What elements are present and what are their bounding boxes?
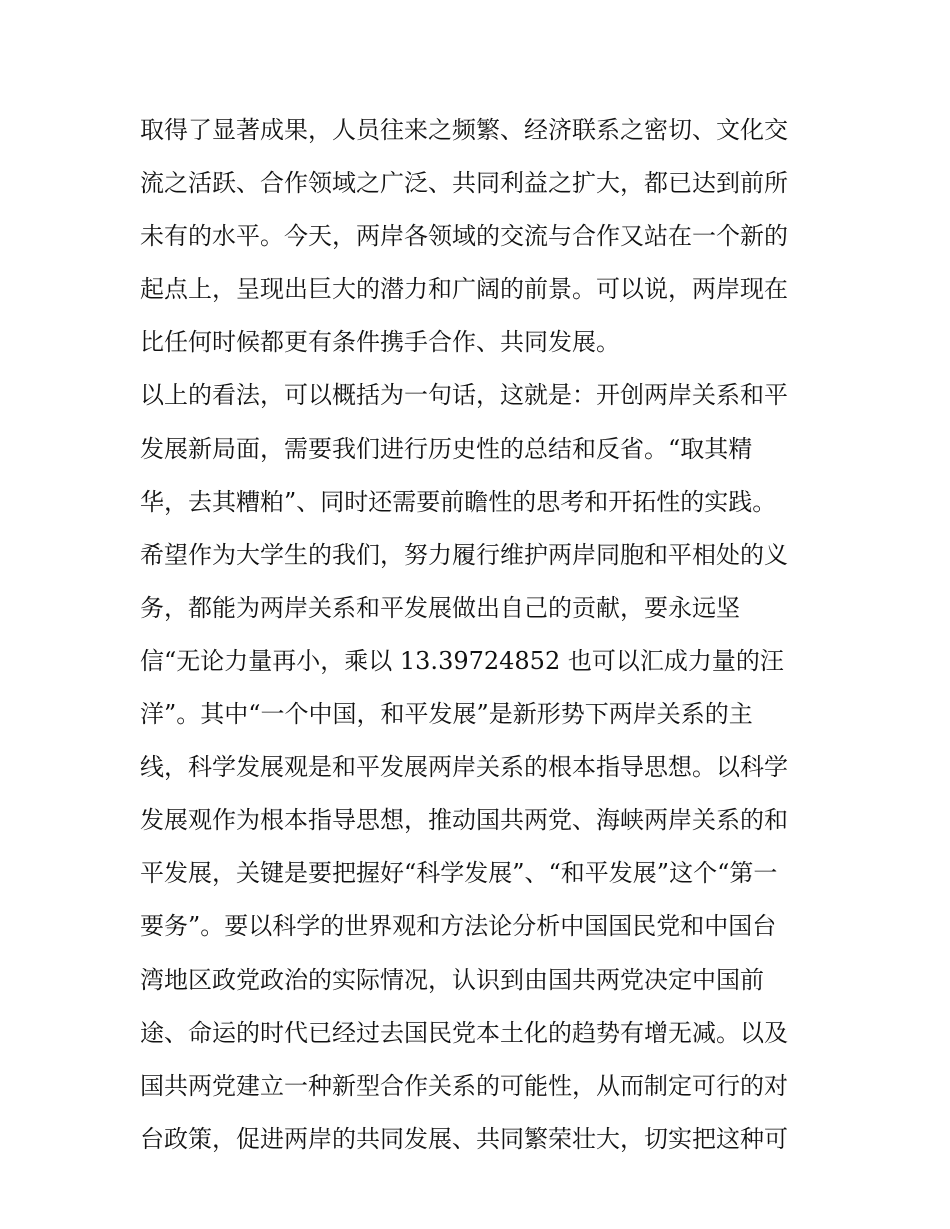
text-line: 希望作为大学生的我们，努力履行维护两岸同胞和平相处的义 [140,540,788,569]
body-text [140,104,820,1166]
text-line: 洋”。其中“一个中国，和平发展”是新形势下两岸关系的主 [140,700,753,729]
text-line: 平发展，关键是要把握好“科学发展”、“和平发展”这个“第一 [140,859,778,888]
text-line: 台政策，促进两岸的共同发展、共同繁荣壮大，切实把这种可 [140,1124,788,1153]
text-line: 务，都能为两岸关系和平发展做出自己的贡献，要永远坚 [140,593,740,622]
text-line: 线，科学发展观是和平发展两岸关系的根本指导思想。以科学 [140,753,788,782]
text-line: 信“无论力量再小，乘以 13.39724852 也可以汇成力量的汪 [140,646,784,675]
text-line: 湾地区政党政治的实际情况，认识到由国共两党决定中国前 [140,965,764,994]
text-line: 国共两党建立一种新型合作关系的可能性，从而制定可行的对 [140,1071,788,1100]
text-line: 取得了显著成果，人员往来之频繁、经济联系之密切、文化交 [140,116,788,144]
text-line: 途、命运的时代已经过去国民党本土化的趋势有增无减。以及 [140,1018,788,1047]
text-line: 要务”。要以科学的世界观和方法论分析中国国民党和中国台 [140,912,777,941]
text-line: 起点上，呈现出巨大的潜力和广阔的前景。可以说，两岸现在 [140,275,788,304]
text-line: 未有的水平。今天，两岸各领域的交流与合作又站在一个新的 [140,222,788,251]
text-line: 发展观作为根本指导思想，推动国共两党、海峡两岸关系的和 [140,806,788,835]
text-line: 以上的看法，可以概括为一句话，这就是：开创两岸关系和平 [140,381,788,410]
text-line: 流之活跃、合作领域之广泛、共同利益之扩大，都已达到前所 [140,169,788,198]
text-line: 华，去其糟粕”、同时还需要前瞻性的思考和开拓性的实践。 [140,487,777,516]
text-line: 发展新局面，需要我们进行历史性的总结和反省。“取其精 [140,434,753,463]
text-line: 比任何时候都更有条件携手合作、共同发展。 [140,328,620,357]
